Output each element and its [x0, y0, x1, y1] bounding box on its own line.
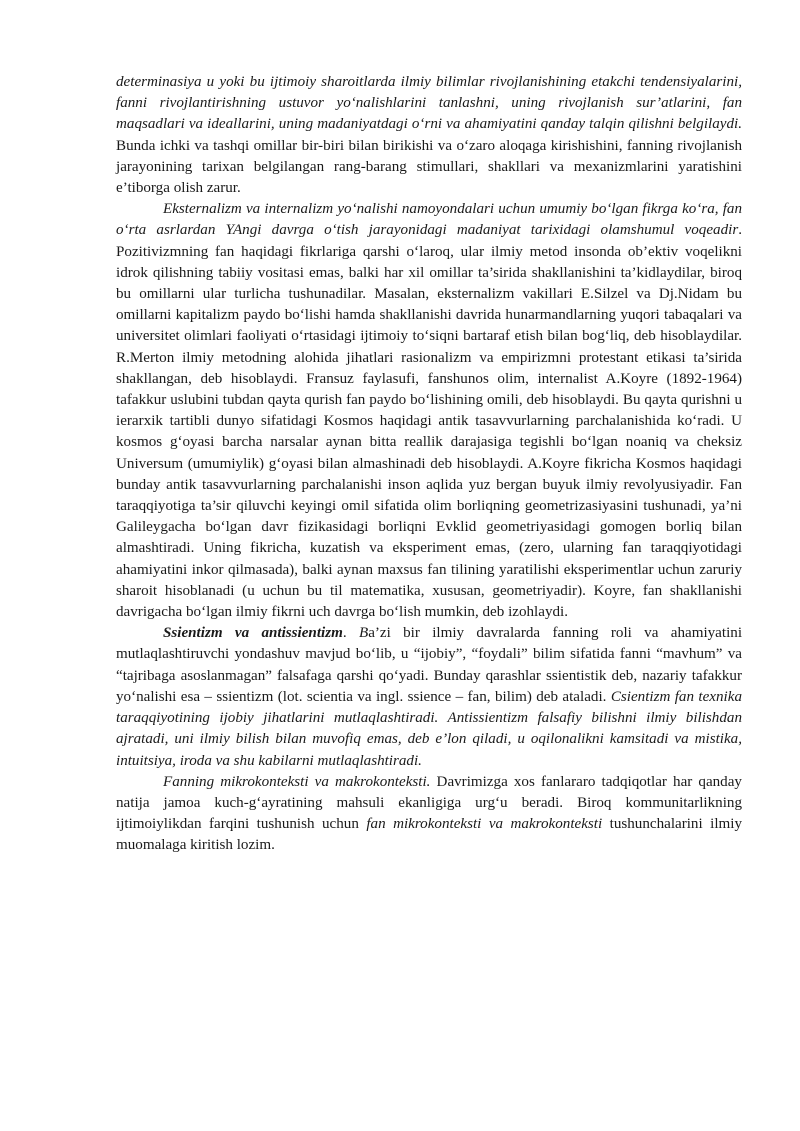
- body-text: .: [342, 625, 359, 642]
- paragraph-1: [116, 72, 742, 199]
- body-text: Bunda ichki va tashqi omillar bir-biri bilan birikishi va o‘zaro aloqaga kirishishini, fanning rivojlanish jarayonining tarixan belgilangan rang-barang stimullari, shakllari va mexanizmlarini yaratishini e’tiborga olish zarur.: [116, 137, 742, 197]
- document-page: [116, 72, 742, 857]
- italic-text: determinasiya u yoki bu ijtimoiy sharoitlarda ilmiy bilimlar rivojlanishining etakchi tendensiyalarini, fanni rivojlantirishning ustuvor yo‘nalishlarini tanlashni, uning rivojlanish sur’atlarini, fan maqsadlari va ideallarini, uning madaniyatdagi o‘rni va ahamiyatini qanday talqin qilishni belgilaydi.: [116, 74, 742, 133]
- italic-text: Csientizm fan texnika taraqqiyotining ijobiy jihatlarini mutlaqlashtiradi. Antissientizm falsafiy bilishni ilmiy bilishdan ajratadi, uni ilmiy bilish bilan muvofiq emas, deb e’lon qiladi, u oqilonalikni kamsitadi va mistika, intuitsiya, iroda va shu kabilarni mutlaqlashtiradi.: [116, 688, 742, 769]
- italic-text: B: [358, 625, 369, 642]
- body-text: a’zi bir ilmiy davralarda fanning roli va ahamiyatini mutlaqlashtiruvchi yondashuv mavjud bo‘lib, u “ijobiy”, “foydali” bilim sifatida fanni “mavhum” va “tajribaga asoslanmagan” falsafaga qarshi qo‘yadi. Bunday qarashlar ssientistik deb, nazariy tafakkur yo‘nalishi esa – ssientizm (lot. scientia va ingl. ssience – fan, bilim) deb ataladi.: [116, 625, 743, 705]
- body-text: Davrimizga xos fanlararo tadqiqotlar har qanday natija jamoa kuch-g‘ayratining mahsuli ekanligiga urg‘u beradi. Biroq kommunitarlikning ijtimoiylikdan farqini tushunish uchun: [116, 773, 742, 833]
- paragraph-4: [116, 772, 742, 857]
- paragraph-2: [116, 199, 742, 623]
- italic-text: fan mikrokonteksti va makrokonteksti: [366, 816, 603, 833]
- paragraph-3: [116, 623, 742, 771]
- body-text: tushunchalarini ilmiy muomalaga kiritish lozim.: [116, 816, 742, 854]
- italic-text: Eksternalizm va internalizm yo‘nalishi namoyondalari uchun umumiy bo‘lgan fikrga ko‘ra, fan o‘rta asrlardan YAngi davrga o‘tish jarayonidagi madaniyat tarixidagi olamshumul voqeadir: [116, 201, 742, 239]
- section-heading: Ssientizm va antissientizm: [163, 625, 343, 642]
- body-text: . Pozitivizmning fan haqidagi fikrlariga qarshi o‘laroq, ular ilmiy metod insonda ob’ektiv voqelikni idrok qilishning tabiiy vositasi emas, balki har xil omillar ta’sirida shakllanishini ta’kidlaydilar, biroq bu omillarni ular turlicha tushunadilar. Masalan, eksternalizm vakillari E.Silzel va Dj.Nidam bu omillarni kapitalizm paydo bo‘lishi hamda shakllanishi davrida hunarmandlarning yuqori tabaqalari va universitet olimlari faoliyati o‘rtasidagi ijtimoiy to‘siqni bartaraf etish bilan bog‘liq, deb hisoblaydilar. R.Merton ilmiy metodning alohida jihatlari rasionalizm va empirizmni protestant etikasi ta’sirida shakllangan, deb hisoblaydi. Fransuz faylasufi, fanshunos olim, internalist A.Koyre (1892-1964) tafakkur uslubini tubdan qayta qurish fan paydo bo‘lishining omili, deb hisoblaydi. Bu qayta qurishni u ierarxik tartibli dunyo sifatidagi Kosmos haqidagi antik tasavvurlarning parchalanishida ko‘radi. U kosmos g‘oyasi barcha narsalar aynan bitta reallik darajasiga tegishli bo‘lgan noaniq va cheksiz Universum (umumiylik) g‘oyasi bilan almashinadi deb hisoblaydi. A.Koyre fikricha Kosmos haqidagi bunday antik tasavvurlarning parchalanishi inson aqlida yuz bergan buyuk ilmiy revolyusiyadir. Fan taraqqiyotiga ta’sir qiluvchi keyingi omil sifatida olim borliqning geometrizasiyasini tushunadi, ya’ni Galileygacha bo‘lgan davr fizikasidagi borliqni Evklid geometriyasidagi gomogen borliq bilan almashtiradi. Uning fikricha, kuzatish va eksperiment emas, (zero, ularning fan taraqqiyotidagi ahamiyatini inkor qilmasada), balki aynan maxsus fan tilining yaratilishi eksperimentlar uchun zaruriy sharoit hisoblanadi (u uchun bu til matematika, xususan, geometriyadir). Koyre, fan shakllanishi davrigacha bo‘lgan ilmiy fikrni uch davrga bo‘lish mumkin, deb izohlaydi.: [116, 222, 742, 621]
- italic-text: Fanning mikrokonteksti va makrokonteksti.: [163, 773, 431, 790]
